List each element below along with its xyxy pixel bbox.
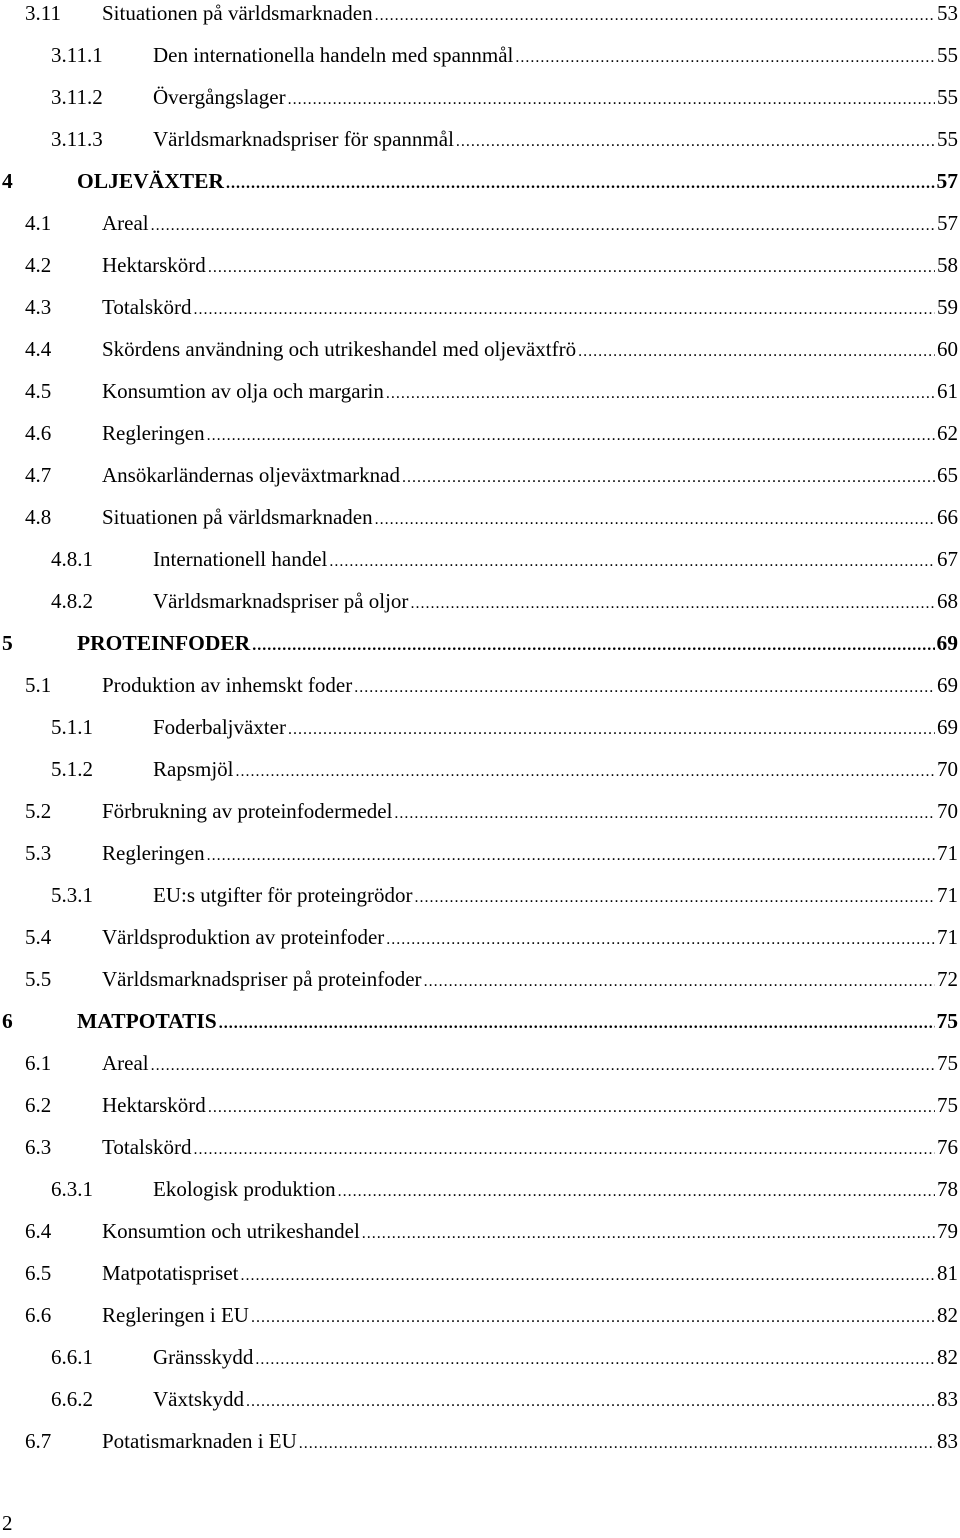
toc-entry-number: 3.11.3: [51, 127, 103, 151]
dot-leader: [240, 1263, 935, 1289]
toc-entry-page: 57: [937, 211, 958, 235]
dot-leader: [207, 843, 935, 869]
toc-entry-page: 71: [937, 883, 958, 907]
toc-entry-title: Konsumtion och utrikeshandel: [102, 1219, 360, 1243]
toc-entry-number: 3.11.2: [51, 85, 103, 109]
toc-entry[interactable]: [0, 1176, 960, 1212]
toc-entry-page: 72: [937, 967, 958, 991]
toc-entry-title: Gränsskydd: [153, 1345, 254, 1369]
dot-leader: [299, 1431, 935, 1457]
dot-leader: [329, 549, 935, 575]
toc-entry-number: 4.8.2: [51, 589, 93, 613]
toc-entry-title: Internationell handel: [153, 547, 328, 571]
toc-entry-page: 83: [937, 1429, 958, 1453]
toc-entry[interactable]: [0, 378, 960, 414]
dot-leader: [515, 45, 935, 71]
toc-entry-page: 62: [937, 421, 958, 445]
toc-entry-title: Regleringen: [102, 421, 205, 445]
dot-leader: [410, 591, 935, 617]
toc-entry-number: 5.4: [25, 925, 52, 949]
dot-leader: [424, 969, 935, 995]
toc-entry-title: Rapsmjöl: [153, 757, 234, 781]
toc-entry-page: 78: [937, 1177, 958, 1201]
toc-entry-page: 71: [937, 925, 958, 949]
toc-entry[interactable]: [0, 1092, 960, 1128]
dot-leader: [415, 885, 935, 911]
toc-entry-number: 4.8: [25, 505, 52, 529]
toc-entry-number: 4.3: [25, 295, 52, 319]
dot-leader: [394, 801, 935, 827]
toc-entry-page: 61: [937, 379, 958, 403]
toc-entry-title: MATPOTATIS: [77, 1009, 217, 1033]
toc-entry[interactable]: [0, 1050, 960, 1086]
toc-entry-page: 66: [937, 505, 958, 529]
toc-entry-number: 5.2: [25, 799, 52, 823]
toc-entry-title: PROTEINFODER: [77, 631, 251, 655]
dot-leader: [338, 1179, 935, 1205]
toc-entry-title: Skördens användning och utrikeshandel med oljeväxtfrö: [102, 337, 577, 361]
toc-entry-title: Förbrukning av proteinfodermedel: [102, 799, 393, 823]
toc-entry-title: Växtskydd: [153, 1387, 244, 1411]
dot-leader: [354, 675, 935, 701]
toc-entry-number: 5: [2, 631, 13, 655]
toc-entry[interactable]: [0, 1134, 960, 1170]
toc-entry[interactable]: [0, 294, 960, 330]
dot-leader: [386, 927, 935, 953]
toc-entry-page: 59: [937, 295, 958, 319]
toc-entry-title: Ansökarländernas oljeväxtmarknad: [102, 463, 400, 487]
dot-leader: [219, 1011, 935, 1037]
toc-entry-page: 69: [936, 631, 958, 655]
dot-leader: [226, 171, 935, 197]
toc-entry-page: 57: [936, 169, 958, 193]
dot-leader: [207, 423, 935, 449]
toc-entry[interactable]: [0, 882, 960, 918]
toc-entry-page: 53: [937, 1, 958, 25]
toc-entry-number: 6.7: [25, 1429, 52, 1453]
toc-entry[interactable]: [0, 672, 960, 708]
dot-leader: [362, 1221, 935, 1247]
toc-entry-page: 67: [937, 547, 958, 571]
toc-entry-title: Areal: [102, 1051, 149, 1075]
toc-entry[interactable]: [0, 252, 960, 288]
toc-entry-title: Världsproduktion av proteinfoder: [102, 925, 385, 949]
toc-entry[interactable]: [0, 504, 960, 540]
dot-leader: [151, 1053, 935, 1079]
toc-entry-title: Hektarskörd: [102, 253, 206, 277]
toc-entry-number: 6.1: [25, 1051, 52, 1075]
toc-entry[interactable]: [0, 714, 960, 750]
toc-entry-title: Hektarskörd: [102, 1093, 206, 1117]
toc-entry-page: 71: [937, 841, 958, 865]
dot-leader: [288, 717, 935, 743]
dot-leader: [151, 213, 935, 239]
page-number: 2: [2, 1511, 13, 1535]
toc-entry-number: 3.11.1: [51, 43, 103, 67]
toc-entry[interactable]: [0, 840, 960, 876]
dot-leader: [402, 465, 935, 491]
toc-entry-page: 58: [937, 253, 958, 277]
toc-entry-title: Övergångslager: [153, 85, 286, 109]
dot-leader: [236, 759, 935, 785]
toc-entry-number: 5.1: [25, 673, 52, 697]
dot-leader: [194, 297, 935, 323]
dot-leader: [288, 87, 935, 113]
toc-entry-number: 6.3: [25, 1135, 52, 1159]
toc-entry-page: 55: [937, 85, 958, 109]
toc-entry-number: 4.5: [25, 379, 52, 403]
toc-entry-number: 6.6.2: [51, 1387, 93, 1411]
toc-entry-number: 4.4: [25, 337, 52, 361]
toc-entry-number: 6.2: [25, 1093, 52, 1117]
toc-entry-page: 75: [936, 1009, 958, 1033]
toc-entry-number: 5.3.1: [51, 883, 93, 907]
toc-entry-page: 70: [937, 757, 958, 781]
toc-entry-page: 55: [937, 43, 958, 67]
dot-leader: [456, 129, 935, 155]
toc-entry[interactable]: [0, 1386, 960, 1422]
toc-entry-number: 5.1.1: [51, 715, 93, 739]
toc-entry-page: 70: [937, 799, 958, 823]
toc-entry-title: EU:s utgifter för proteingrödor: [153, 883, 413, 907]
toc-entry-number: 6.3.1: [51, 1177, 93, 1201]
toc-entry[interactable]: [0, 546, 960, 582]
toc-entry-number: 4.1: [25, 211, 52, 235]
dot-leader: [386, 381, 935, 407]
toc-entry-page: 55: [937, 127, 958, 151]
toc-entry-title: Potatismarknaden i EU: [102, 1429, 297, 1453]
toc-entry-number: 5.5: [25, 967, 52, 991]
toc-entry[interactable]: [0, 42, 960, 78]
dot-leader: [208, 1095, 935, 1121]
toc-entry[interactable]: [0, 1428, 960, 1464]
toc-entry[interactable]: [0, 1302, 960, 1338]
toc-entry[interactable]: [0, 210, 960, 246]
toc-entry[interactable]: [0, 924, 960, 960]
toc-entry-title: Konsumtion av olja och margarin: [102, 379, 384, 403]
toc-entry[interactable]: [0, 462, 960, 498]
toc-entry-title: Foderbaljväxter: [153, 715, 286, 739]
dot-leader: [252, 633, 934, 659]
toc-entry-page: 75: [937, 1051, 958, 1075]
toc-entry-title: Matpotatispriset: [102, 1261, 239, 1285]
dot-leader: [375, 507, 935, 533]
toc-entry-page: 82: [937, 1345, 958, 1369]
toc-entry-page: 65: [937, 463, 958, 487]
toc-entry[interactable]: [0, 1218, 960, 1254]
toc-entry-page: 79: [937, 1219, 958, 1243]
toc-entry-number: 6.5: [25, 1261, 52, 1285]
toc-entry-number: 6.6: [25, 1303, 52, 1327]
toc-entry[interactable]: [0, 126, 960, 162]
toc-entry-number: 4.7: [25, 463, 52, 487]
toc-entry-page: 69: [937, 715, 958, 739]
toc-entry-number: 4.2: [25, 253, 52, 277]
toc-entry-page: 81: [937, 1261, 958, 1285]
dot-leader: [255, 1347, 935, 1373]
toc-entry[interactable]: [0, 1008, 960, 1044]
toc-entry-number: 5.1.2: [51, 757, 93, 781]
toc-entry-number: 4: [2, 169, 13, 193]
dot-leader: [194, 1137, 935, 1163]
toc-entry-page: 76: [937, 1135, 958, 1159]
toc-entry[interactable]: [0, 1344, 960, 1380]
toc-entry-number: 4.6: [25, 421, 52, 445]
dot-leader: [208, 255, 935, 281]
toc-entry[interactable]: [0, 0, 960, 36]
toc-entry-title: Världsmarknadspriser på proteinfoder: [102, 967, 422, 991]
toc-entry-page: 75: [937, 1093, 958, 1117]
toc-entry[interactable]: [0, 420, 960, 456]
toc-entry-title: Totalskörd: [102, 295, 192, 319]
dot-leader: [251, 1305, 935, 1331]
toc-entry-page: 83: [937, 1387, 958, 1411]
toc-entry-title: Världsmarknadspriser för spannmål: [153, 127, 454, 151]
toc-entry-title: OLJEVÄXTER: [77, 169, 224, 193]
toc-entry[interactable]: [0, 84, 960, 120]
toc-entry-number: 6: [2, 1009, 13, 1033]
dot-leader: [246, 1389, 935, 1415]
toc-entry-number: 6.4: [25, 1219, 52, 1243]
toc-entry-title: Situationen på världsmarknaden: [102, 1, 373, 25]
toc-entry-number: 4.8.1: [51, 547, 93, 571]
toc-entry[interactable]: [0, 336, 960, 372]
toc-entry[interactable]: [0, 1260, 960, 1296]
toc-entry[interactable]: [0, 756, 960, 792]
toc-entry-title: Världsmarknadspriser på oljor: [153, 589, 409, 613]
dot-leader: [578, 339, 935, 365]
dot-leader: [375, 3, 935, 29]
toc-entry-number: 6.6.1: [51, 1345, 93, 1369]
toc-entry[interactable]: [0, 966, 960, 1002]
toc-entry-page: 69: [937, 673, 958, 697]
toc-entry[interactable]: [0, 588, 960, 624]
toc-entry-page: 82: [937, 1303, 958, 1327]
toc-entry-title: Regleringen i EU: [102, 1303, 249, 1327]
toc-entry-page: 68: [937, 589, 958, 613]
toc-entry[interactable]: [0, 798, 960, 834]
toc-entry-title: Areal: [102, 211, 149, 235]
toc-entry-title: Situationen på världsmarknaden: [102, 505, 373, 529]
toc-entry[interactable]: [0, 630, 960, 666]
toc-entry-number: 5.3: [25, 841, 52, 865]
toc-entry-title: Den internationella handeln med spannmål: [153, 43, 514, 67]
toc-entry-title: Regleringen: [102, 841, 205, 865]
toc-entry[interactable]: [0, 168, 960, 204]
toc-entry-title: Totalskörd: [102, 1135, 192, 1159]
toc-entry-page: 60: [937, 337, 958, 361]
toc-entry-title: Produktion av inhemskt foder: [102, 673, 353, 697]
toc-entry-number: 3.11: [25, 1, 61, 25]
toc-entry-title: Ekologisk produktion: [153, 1177, 336, 1201]
